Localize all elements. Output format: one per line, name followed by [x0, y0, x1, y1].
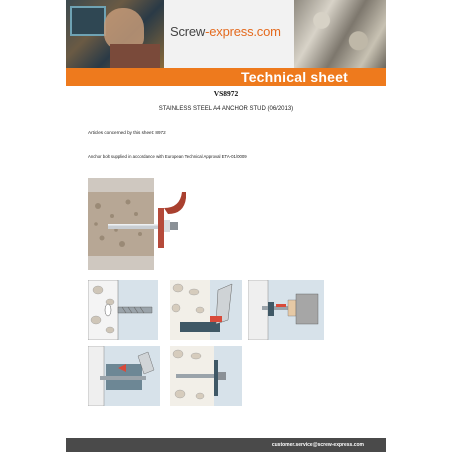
header-banner [66, 0, 386, 68]
approval-line: Anchor bolt supplied in accordance with European Technical Approval ETA-01/0009 [88, 154, 247, 159]
step-4-tightening-diagram [88, 346, 160, 406]
logo-text-accent: -express.com [205, 24, 281, 39]
step-5-installed-diagram [170, 346, 242, 406]
customer-service-email[interactable]: customer.service@screw-express.com [271, 442, 364, 448]
step-1-drilling-diagram [88, 280, 158, 340]
document-title: STAINLESS STEEL A4 ANCHOR STUD (06/2013) [158, 106, 294, 112]
tools-photo [66, 0, 164, 68]
brand-logo[interactable] [170, 24, 281, 39]
articles-line: Articles concerned by this sheet: 8972 [88, 130, 166, 135]
screws-photo [294, 0, 386, 68]
technical-sheet-page [66, 0, 386, 452]
step-2-cleaning-diagram [170, 280, 242, 340]
installed-anchor-photo [88, 178, 186, 270]
step-3-insertion-diagram [248, 280, 324, 340]
technical-sheet-bar [66, 68, 386, 86]
product-reference: VS8972 [213, 89, 239, 98]
banner-title: Technical sheet [240, 69, 348, 85]
footer-bar [66, 438, 386, 452]
logo-text-main: Screw [170, 24, 206, 39]
